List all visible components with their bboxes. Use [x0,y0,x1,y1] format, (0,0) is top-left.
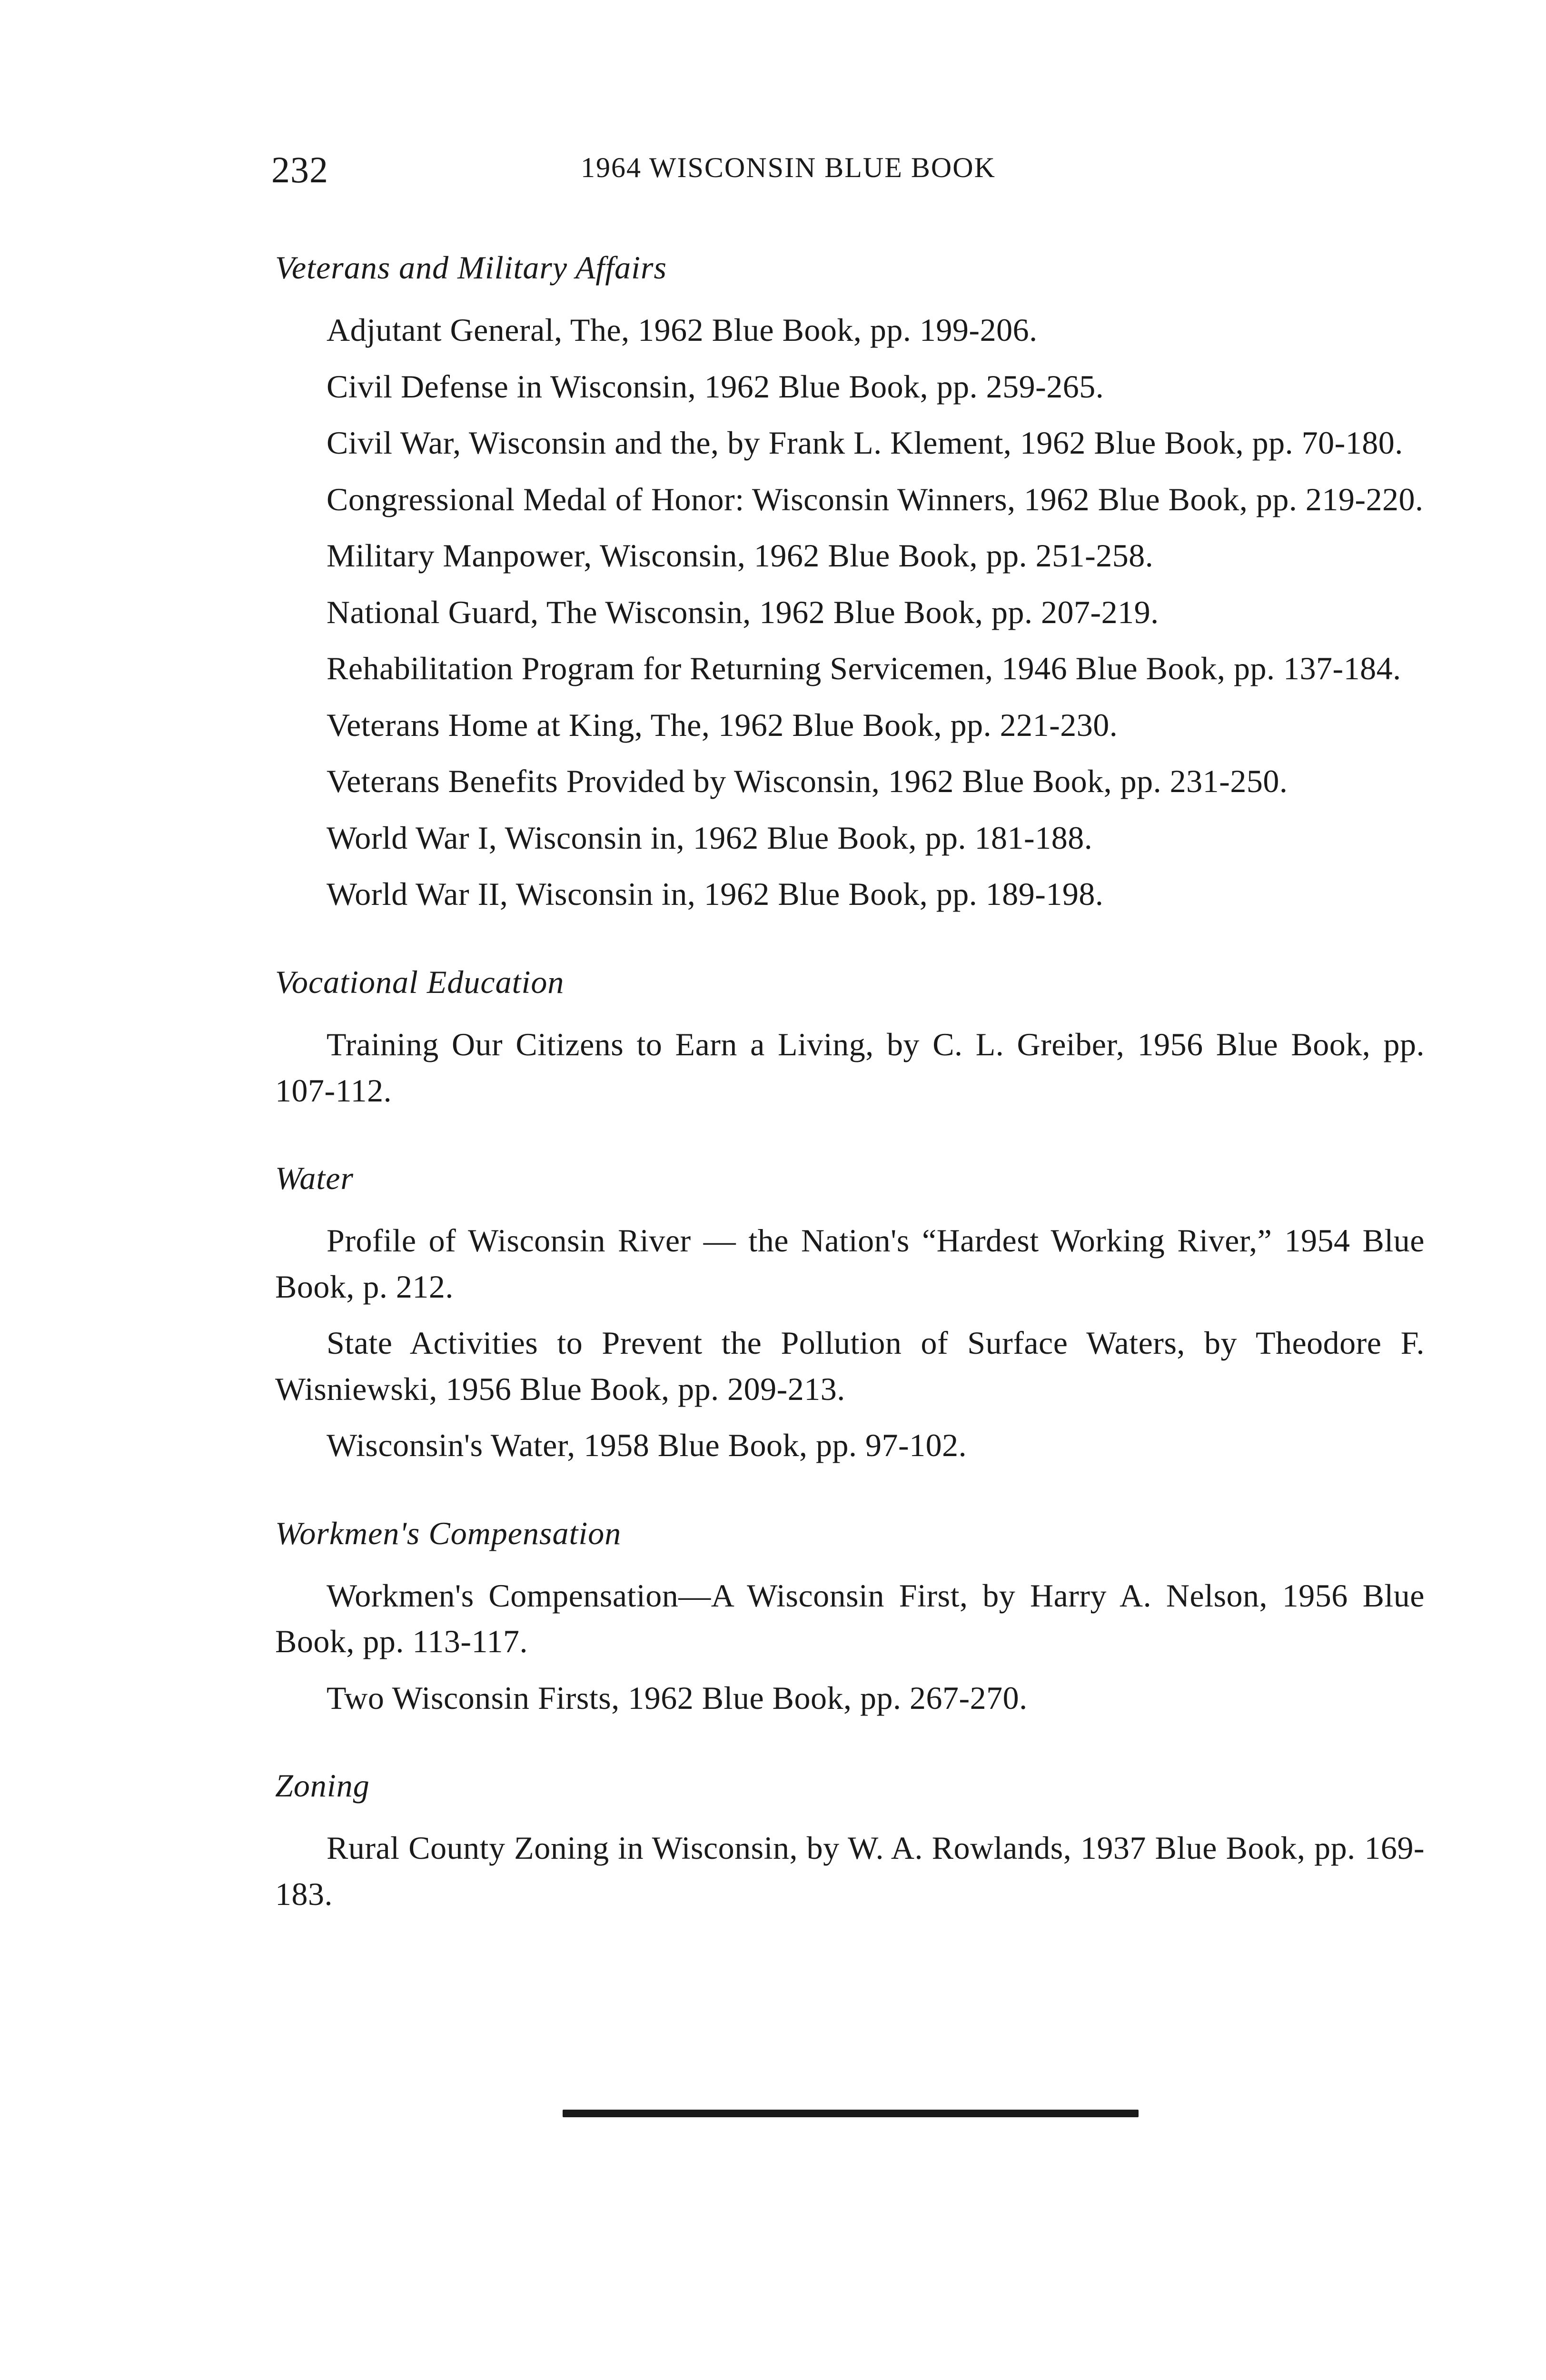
bibliography-entry: Training Our Citizens to Earn a Living, by C. L. Greiber, 1956 Blue Book, pp. 107-112. [275,1026,1425,1109]
section-spacer [275,1479,1425,1513]
bibliography-entry: Two Wisconsin Firsts, 1962 Blue Book, pp. 267-270. [327,1679,1028,1716]
bibliography-entry: Workmen's Compensation—A Wisconsin First, by Harry A. Nelson, 1956 Blue Book, pp. 113-117. [275,1577,1425,1660]
section-vocational-education [275,962,1425,1113]
bibliography-entry: Veterans Home at King, The, 1962 Blue Book, pp. 221-230. [327,706,1118,743]
running-title: 1964 WISCONSIN BLUE BOOK [581,152,996,183]
bibliography-entry: Wisconsin's Water, 1958 Blue Book, pp. 97-102. [327,1427,967,1464]
bibliography-list [275,248,1425,1928]
bibliography-entry: Adjutant General, The, 1962 Blue Book, pp. 199-206. [327,312,1038,348]
end-rule [563,2110,1139,2117]
bibliography-entry: Rural County Zoning in Wisconsin, by W. A. Rowlands, 1937 Blue Book, pp. 169-183. [275,1830,1425,1913]
section-spacer [275,1731,1425,1765]
bibliography-entry: Profile of Wisconsin River — the Nation's “Hardest Working River,” 1954 Blue Book, p. 212. [275,1222,1425,1305]
bibliography-entry: Civil War, Wisconsin and the, by Frank L. Klement, 1962 Blue Book, pp. 70-180. [327,425,1403,461]
bibliography-entry: Congressional Medal of Honor: Wisconsin Winners, 1962 Blue Book, pp. 219-220. [327,481,1424,517]
section-workmens-compensation [275,1513,1425,1721]
section-zoning [275,1765,1425,1917]
section-heading: Zoning [275,1767,370,1804]
bibliography-entry: World War I, Wisconsin in, 1962 Blue Book, pp. 181-188. [327,819,1093,856]
bibliography-entry: State Activities to Prevent the Pollution of Surface Waters, by Theodore F. Wisniewski, 1956 Blue Book, pp. 209-213. [275,1325,1425,1407]
bibliography-entry: National Guard, The Wisconsin, 1962 Blue Book, pp. 207-219. [327,594,1159,630]
section-heading: Workmen's Compensation [275,1515,622,1551]
bibliography-entry: World War II, Wisconsin in, 1962 Blue Book, pp. 189-198. [327,876,1104,912]
section-heading: Vocational Education [275,964,565,1001]
section-heading: Water [275,1160,354,1197]
section-water [275,1158,1425,1468]
page-number: 232 [271,149,328,190]
bibliography-entry: Veterans Benefits Provided by Wisconsin, 1962 Blue Book, pp. 231-250. [327,763,1288,800]
section-veterans-military-affairs [275,248,1425,917]
bibliography-entry: Military Manpower, Wisconsin, 1962 Blue Book, pp. 251-258. [327,537,1154,574]
bibliography-entry: Civil Defense in Wisconsin, 1962 Blue Book, pp. 259-265. [327,368,1104,405]
section-spacer [275,928,1425,962]
bibliography-entry: Rehabilitation Program for Returning Servicemen, 1946 Blue Book, pp. 137-184. [327,650,1401,687]
section-spacer [275,1124,1425,1158]
section-heading: Veterans and Military Affairs [275,249,667,286]
